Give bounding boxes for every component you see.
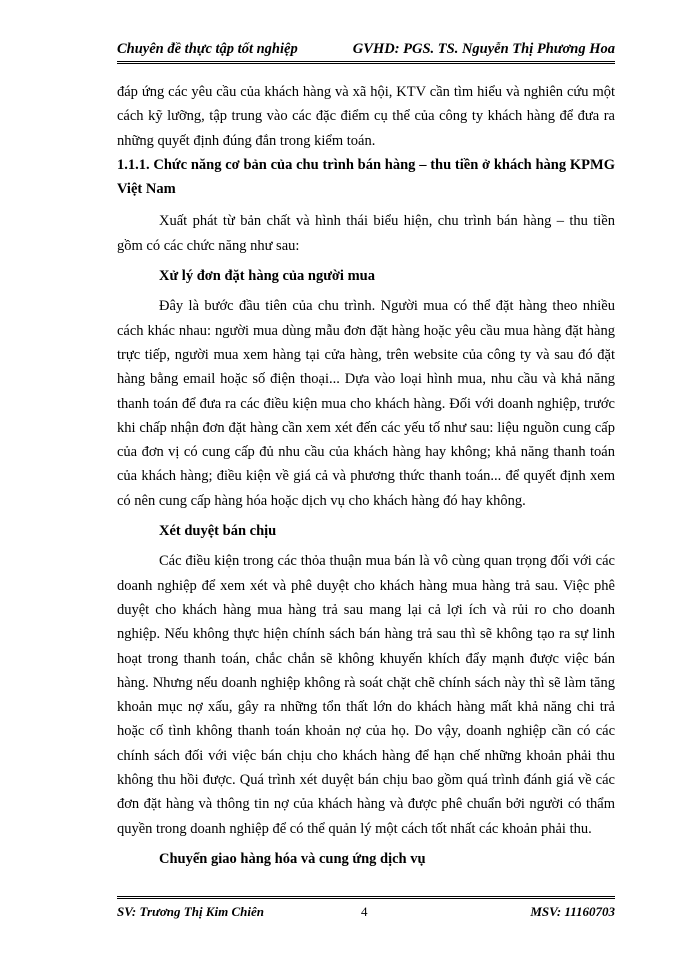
section-heading: 1.1.1. Chức năng cơ bản của chu trình bán hàng – thu tiền ở khách hàng KPMG Việt Nam — [117, 156, 615, 198]
intro-paragraph: đáp ứng các yêu cầu của khách hàng và xã hội, KTV cần tìm hiểu và nghiên cứu một cách kỹ lưỡng, tập trung vào các đặc điểm cụ thể của công ty khách hàng để đưa ra những quyết định đúng đắn trong kiểm toán. — [117, 84, 615, 149]
page-body — [117, 80, 615, 877]
subheading-goods-delivery: Chuyển giao hàng hóa và cung ứng dịch vụ — [159, 850, 426, 867]
page-number: 4 — [361, 904, 368, 919]
header-title: Chuyên đề thực tập tốt nghiệp — [117, 41, 298, 57]
footer-student-id: MSV: 11160703 — [530, 904, 615, 919]
page-header — [117, 40, 615, 58]
footer-divider — [117, 896, 615, 899]
order-processing-paragraph: Đây là bước đầu tiên của chu trình. Người mua có thể đặt hàng theo nhiều cách khác nhau: người mua dùng mẫu đơn đặt hàng hoặc yêu cầu mua hàng đặt hàng trực tiếp, người mua xem hàng tại cửa hàng, trên website của công ty và sau đó đặt hàng bằng email hoặc số điện thoại... Dựa vào loại hình mua, nhu cầu và khả năng thanh toán để đưa ra các điều kiện mua cho khách hàng. Đối với doanh nghiệp, trước khi chấp nhận đơn đặt hàng cần xem xét đến các yếu tố như sau: liệu nguồn cung cấp của đơn vị có cung cấp đủ nhu cầu của khách hàng hay không; khả năng thanh toán của khách hàng; điều kiện về giá cả và phương thức thanh toán... để quyết định xem có nên cung cấp hàng hóa hoặc dịch vụ cho khách hàng đó hay không. — [117, 298, 615, 509]
credit-approval-paragraph: Các điều kiện trong các thỏa thuận mua bán là vô cùng quan trọng đối với các doanh nghiệp để xem xét và phê duyệt cho khách hàng mua hàng trả sau. Việc phê duyệt cho khách hàng mua hàng trả sau mang lại cả lợi ích và rủi ro cho doanh nghiệp. Nếu không thực hiện chính sách bán hàng trả sau thì sẽ không tạo ra sự linh hoạt trong thanh toán, chắc chắn sẽ không khuyến khích đẩy mạnh được việc bán hàng. Nhưng nếu doanh nghiệp không rà soát chặt chẽ chính sách này thì sẽ làm tăng khoản mục nợ xấu, gây ra những tổn thất lớn do khách hàng mất khả năng chi trả hoặc cố tình không thanh toán khoản nợ của họ. Do vậy, doanh nghiệp cần có các chính sách đối với việc bán chịu cho khách hàng để hạn chế những khoản phải thu không thu hồi được. Quá trình xét duyệt bán chịu bao gồm quá trình đánh giá về các đơn đặt hàng và thông tin nợ của khách hàng và được phê chuẩn bởi người có thẩm quyền trong doanh nghiệp để có thể quản lý một cách tốt nhất các khoản phải thu. — [117, 553, 615, 837]
section-intro-paragraph: Xuất phát từ bản chất và hình thái biểu hiện, chu trình bán hàng – thu tiền gồm có các chức năng như sau: — [117, 213, 615, 254]
subheading-order-processing: Xử lý đơn đặt hàng của người mua — [159, 268, 375, 285]
subheading-credit-approval: Xét duyệt bán chịu — [159, 523, 277, 540]
header-divider — [117, 61, 615, 64]
footer-student-name: SV: Trương Thị Kim Chiên — [117, 904, 264, 919]
header-advisor: GVHD: PGS. TS. Nguyễn Thị Phương Hoa — [352, 41, 615, 57]
